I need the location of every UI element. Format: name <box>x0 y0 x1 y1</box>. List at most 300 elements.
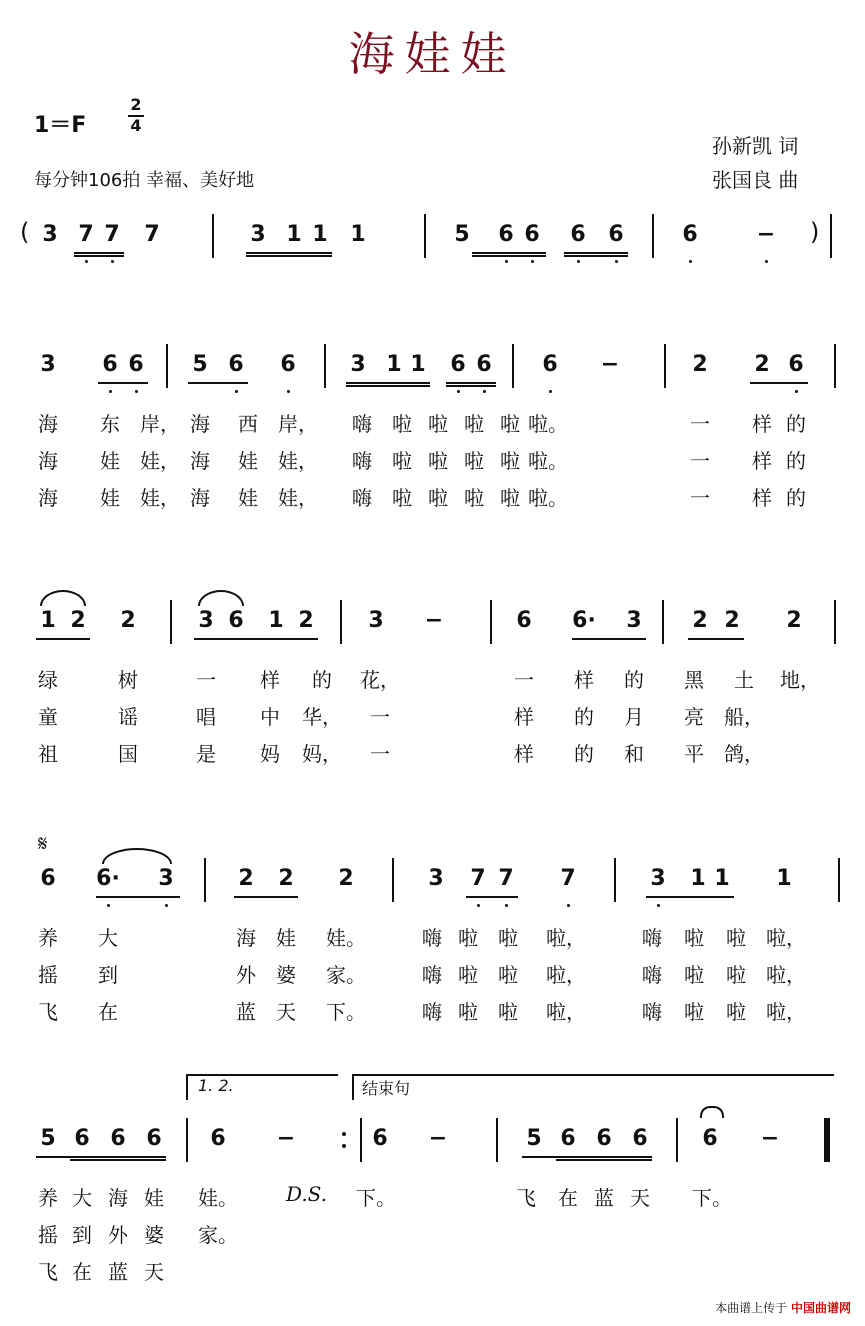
footer-credit <box>715 1299 851 1316</box>
low-octave-dot <box>577 260 580 263</box>
jianpu-note: 2 <box>724 608 740 633</box>
beam-line <box>36 638 90 640</box>
jianpu-note: 6 <box>524 222 540 247</box>
beam-line <box>472 255 546 257</box>
lyric-syllable: 啦， <box>766 926 806 950</box>
jianpu-note: 3 <box>428 866 444 891</box>
lyric-syllable: 嗨 <box>642 963 662 987</box>
footer-prefix: 本曲谱上传于 <box>715 1301 788 1315</box>
lyric-syllable: 娃。 <box>326 926 366 950</box>
lyric-syllable: 的 <box>786 486 806 510</box>
lyric-syllable: 啦， <box>546 1000 586 1024</box>
lyric-syllable: 娃。 <box>198 1186 238 1210</box>
lyric-syllable: 祖 <box>38 742 58 766</box>
lyric-syllable: 大 <box>72 1186 92 1210</box>
jianpu-note: 6 <box>476 352 492 377</box>
lyric-syllable: 的 <box>574 742 594 766</box>
beam-line <box>188 382 248 384</box>
beam-line <box>74 252 124 254</box>
jianpu-note: 7 <box>78 222 94 247</box>
jianpu-note: − <box>760 1126 780 1151</box>
lyric-syllable: 在 <box>98 1000 118 1024</box>
lyric-syllable: 娃， <box>278 486 318 510</box>
beam-line <box>98 382 148 384</box>
repeat-dot <box>342 1144 346 1148</box>
jianpu-note: − <box>424 608 444 633</box>
lyric-syllable: 嗨 <box>422 1000 442 1024</box>
tie-arc <box>40 590 86 606</box>
jianpu-note: 6 <box>280 352 296 377</box>
lyric-syllable: 海 <box>190 486 210 510</box>
jianpu-note: 2 <box>786 608 802 633</box>
barline <box>170 600 172 644</box>
lyric-syllable: 娃， <box>140 486 180 510</box>
lyric-syllable: 国 <box>118 742 138 766</box>
lyric-syllable: 的 <box>312 668 332 692</box>
jianpu-note: 2 <box>754 352 770 377</box>
low-octave-dot <box>135 390 138 393</box>
beam-line <box>750 382 808 384</box>
lyric-syllable: 大 <box>98 926 118 950</box>
jianpu-note: 6 <box>498 222 514 247</box>
jianpu-note: 6 <box>702 1126 718 1151</box>
jianpu-note: 6 <box>542 352 558 377</box>
jianpu-note: 6 <box>560 1126 576 1151</box>
time-signature <box>128 96 144 135</box>
lyric-syllable: 娃， <box>278 449 318 473</box>
lyric-syllable: 土 <box>734 668 754 692</box>
time-sig-bottom: 4 <box>128 115 144 135</box>
lyric-syllable: 亮 <box>684 705 704 729</box>
jianpu-note: 6 <box>788 352 804 377</box>
lyric-syllable: 样 <box>752 449 772 473</box>
lyric-syllable: 养 <box>38 926 58 950</box>
low-octave-dot <box>235 390 238 393</box>
low-octave-dot <box>111 260 114 263</box>
lyric-syllable: 海 <box>190 412 210 436</box>
lyric-syllable: 啦 <box>684 963 704 987</box>
tie-arc <box>102 848 172 864</box>
beam-line <box>466 896 518 898</box>
beam-line <box>446 382 496 384</box>
low-octave-dot <box>165 904 168 907</box>
barline <box>496 1118 498 1162</box>
barline <box>490 600 492 644</box>
lyric-syllable: 啦 <box>458 926 478 950</box>
lyric-syllable: 啦， <box>546 963 586 987</box>
jianpu-note: 6 <box>632 1126 648 1151</box>
beam-line <box>646 896 734 898</box>
jianpu-note: 2 <box>70 608 86 633</box>
lyric-syllable: 一 <box>370 742 390 766</box>
fermata <box>700 1106 724 1118</box>
beam-line <box>246 255 332 257</box>
lyric-syllable: 在 <box>558 1186 578 1210</box>
lyric-syllable: 样 <box>574 668 594 692</box>
beam-line <box>70 1159 166 1161</box>
ds-marking: D.S. <box>286 1182 328 1206</box>
jianpu-note: 1 <box>776 866 792 891</box>
jianpu-note: 5 <box>40 1126 56 1151</box>
beam-line <box>74 255 124 257</box>
lyric-syllable: 的 <box>786 412 806 436</box>
jianpu-note: 1 <box>410 352 426 377</box>
lyric-syllable: 一 <box>196 668 216 692</box>
jianpu-note: 6· <box>96 866 120 891</box>
lyric-syllable: 和 <box>624 742 644 766</box>
composer: 张国良 曲 <box>712 168 799 192</box>
beam-line <box>446 385 496 387</box>
lyric-syllable: 花， <box>360 668 400 692</box>
ending-label: 结束句 <box>362 1079 411 1098</box>
jianpu-note: 5 <box>454 222 470 247</box>
jianpu-note: 6 <box>450 352 466 377</box>
barline <box>204 858 206 902</box>
jianpu-note: 7 <box>560 866 576 891</box>
lyric-syllable: 一 <box>690 486 710 510</box>
jianpu-note: 6 <box>110 1126 126 1151</box>
lyric-syllable: 嗨 <box>422 963 442 987</box>
low-octave-dot <box>505 904 508 907</box>
lyric-syllable: 下。 <box>692 1186 732 1210</box>
jianpu-note: 1 <box>690 866 706 891</box>
lyric-syllable: 啦 <box>392 412 412 436</box>
low-octave-dot <box>615 260 618 263</box>
lyric-syllable: 树 <box>118 668 138 692</box>
lyric-syllable: 娃 <box>144 1186 164 1210</box>
lyric-syllable: 啦 <box>458 963 478 987</box>
lyric-syllable: 谣 <box>118 705 138 729</box>
lyric-syllable: 海 <box>38 486 58 510</box>
segno-sign: 𝄋 <box>38 832 48 857</box>
lyric-syllable: 外 <box>236 963 256 987</box>
jianpu-note: 6· <box>572 608 596 633</box>
lyric-syllable: 啦 <box>684 1000 704 1024</box>
jianpu-note: 1 <box>350 222 366 247</box>
barline <box>662 600 664 644</box>
jianpu-note: 3 <box>40 352 56 377</box>
lyric-syllable: 嗨 <box>642 1000 662 1024</box>
jianpu-note: 7 <box>470 866 486 891</box>
lyric-syllable: 样 <box>260 668 280 692</box>
beam-line <box>556 1159 652 1161</box>
jianpu-note: 6 <box>570 222 586 247</box>
lyric-syllable: 岸， <box>140 412 180 436</box>
lyric-syllable: 海 <box>236 926 256 950</box>
jianpu-note: 2 <box>278 866 294 891</box>
barline <box>424 214 426 258</box>
lyric-syllable: 嗨 <box>422 926 442 950</box>
lyric-syllable: 啦 <box>392 449 412 473</box>
lyric-syllable: 海 <box>38 449 58 473</box>
jianpu-note: 3 <box>368 608 384 633</box>
lyric-syllable: 婆 <box>144 1223 164 1247</box>
low-octave-dot <box>477 904 480 907</box>
lyric-syllable: 啦 <box>428 449 448 473</box>
lyric-syllable: 娃 <box>100 449 120 473</box>
jianpu-note: 3 <box>250 222 266 247</box>
ending-bracket <box>352 1074 834 1100</box>
low-octave-dot <box>567 904 570 907</box>
lyric-syllable: 嗨 <box>642 926 662 950</box>
lyric-syllable: 啦 <box>392 486 412 510</box>
lyricist: 孙新凯 词 <box>712 134 799 158</box>
lyric-syllable: 一 <box>690 449 710 473</box>
barline <box>166 344 168 388</box>
jianpu-note: 5 <box>526 1126 542 1151</box>
lyric-syllable: 啦 <box>726 1000 746 1024</box>
lyric-syllable: 样 <box>752 412 772 436</box>
low-octave-dot <box>657 904 660 907</box>
lyric-syllable: 一 <box>514 668 534 692</box>
jianpu-note: 6 <box>682 222 698 247</box>
beam-line <box>564 252 628 254</box>
lyric-syllable: 娃 <box>100 486 120 510</box>
lyric-syllable: 在 <box>72 1260 92 1284</box>
lyric-syllable: 啦 <box>500 486 520 510</box>
lyric-syllable: 飞 <box>38 1260 58 1284</box>
beam-line <box>522 1156 652 1158</box>
final-thick-bar <box>824 1118 829 1162</box>
lyric-syllable: 到 <box>98 963 118 987</box>
lyric-syllable: 船， <box>724 705 764 729</box>
jianpu-note: 1 <box>268 608 284 633</box>
low-octave-dot <box>531 260 534 263</box>
jianpu-note: 1 <box>286 222 302 247</box>
beam-line <box>564 255 628 257</box>
jianpu-note: − <box>756 222 776 247</box>
lyric-syllable: 娃 <box>238 486 258 510</box>
beam-line <box>234 896 298 898</box>
lyric-syllable: 飞 <box>516 1186 536 1210</box>
lyric-syllable: 娃 <box>238 449 258 473</box>
jianpu-note: 7 <box>104 222 120 247</box>
low-octave-dot <box>795 390 798 393</box>
jianpu-note: 5 <box>192 352 208 377</box>
barline <box>834 600 836 644</box>
jianpu-note: 6 <box>596 1126 612 1151</box>
jianpu-note: 6 <box>228 608 244 633</box>
lyric-syllable: 家。 <box>326 963 366 987</box>
low-octave-dot <box>765 260 768 263</box>
barline <box>834 344 836 388</box>
lyric-syllable: 啦。 <box>528 412 568 436</box>
lyric-syllable: 啦， <box>766 1000 806 1024</box>
beam-line <box>36 1156 166 1158</box>
lyric-syllable: 嗨 <box>352 449 372 473</box>
barline <box>664 344 666 388</box>
lyric-syllable: 啦 <box>428 412 448 436</box>
beam-line <box>688 638 744 640</box>
repeat-dot <box>342 1132 346 1136</box>
lyric-syllable: 飞 <box>38 1000 58 1024</box>
barline <box>614 858 616 902</box>
lyric-syllable: 样 <box>752 486 772 510</box>
low-octave-dot <box>457 390 460 393</box>
lyric-syllable: 嗨 <box>352 486 372 510</box>
lyric-syllable: 啦。 <box>528 449 568 473</box>
lyric-syllable: 平 <box>684 742 704 766</box>
lyric-syllable: 的 <box>574 705 594 729</box>
page-title: 海娃娃 <box>348 27 517 81</box>
time-sig-top: 2 <box>130 95 142 114</box>
jianpu-note: 2 <box>298 608 314 633</box>
lyric-syllable: 婆 <box>276 963 296 987</box>
beam-line <box>194 638 318 640</box>
lyric-syllable: 海 <box>38 412 58 436</box>
low-octave-dot <box>689 260 692 263</box>
lyric-syllable: 摇 <box>38 963 58 987</box>
lyric-syllable: 妈 <box>260 742 280 766</box>
lyric-syllable: 啦 <box>498 1000 518 1024</box>
lyric-syllable: 啦 <box>464 486 484 510</box>
lyric-syllable: 啦 <box>498 926 518 950</box>
lyric-syllable: 海 <box>190 449 210 473</box>
lyric-syllable: 唱 <box>196 705 216 729</box>
lyric-syllable: 下。 <box>326 1000 366 1024</box>
jianpu-note: 3 <box>626 608 642 633</box>
jianpu-note: 6 <box>210 1126 226 1151</box>
lyric-syllable: 一 <box>690 412 710 436</box>
barline <box>324 344 326 388</box>
lyric-syllable: 啦 <box>458 1000 478 1024</box>
lyric-syllable: 月 <box>624 705 644 729</box>
lyric-syllable: 一 <box>370 705 390 729</box>
lyric-syllable: 娃 <box>276 926 296 950</box>
volta-label: 1. 2. <box>198 1076 234 1095</box>
low-octave-dot <box>85 260 88 263</box>
lyric-syllable: 啦， <box>766 963 806 987</box>
jianpu-note: 2 <box>338 866 354 891</box>
low-octave-dot <box>505 260 508 263</box>
lyric-syllable: 鸽， <box>724 742 764 766</box>
beam-line <box>472 252 546 254</box>
lyric-syllable: 啦 <box>464 449 484 473</box>
barline <box>676 1118 678 1162</box>
lyric-syllable: 天 <box>144 1260 164 1284</box>
site-logo-text: 中国曲谱网 <box>790 1301 851 1315</box>
jianpu-note: 6 <box>102 352 118 377</box>
jianpu-note: 6 <box>608 222 624 247</box>
lyric-syllable: 啦 <box>428 486 448 510</box>
lyric-syllable: 是 <box>196 742 216 766</box>
lyric-syllable: 样 <box>514 742 534 766</box>
barline <box>186 1118 188 1162</box>
jianpu-note: 1 <box>386 352 402 377</box>
jianpu-note: 7 <box>498 866 514 891</box>
lyric-syllable: 天 <box>276 1000 296 1024</box>
lyric-syllable: 到 <box>72 1223 92 1247</box>
lyric-syllable: 地， <box>780 668 820 692</box>
lyric-syllable: 啦 <box>498 963 518 987</box>
tie-arc <box>198 590 244 606</box>
barline <box>340 600 342 644</box>
lyric-syllable: 岸， <box>278 412 318 436</box>
jianpu-note: 2 <box>692 608 708 633</box>
lyric-syllable: 家。 <box>198 1223 238 1247</box>
low-octave-dot <box>549 390 552 393</box>
lyric-syllable: 中 <box>260 705 280 729</box>
beam-line <box>96 896 180 898</box>
lyric-syllable: 妈， <box>302 742 342 766</box>
low-octave-dot <box>109 390 112 393</box>
lyric-syllable: 啦 <box>684 926 704 950</box>
jianpu-note: 3 <box>198 608 214 633</box>
lyric-syllable: 养 <box>38 1186 58 1210</box>
lyric-syllable: 海 <box>108 1186 128 1210</box>
jianpu-note: 6 <box>228 352 244 377</box>
jianpu-note: − <box>428 1126 448 1151</box>
lyric-syllable: 华， <box>302 705 342 729</box>
low-octave-dot <box>483 390 486 393</box>
lyric-syllable: 黑 <box>684 668 704 692</box>
low-octave-dot <box>107 904 110 907</box>
jianpu-note: 6 <box>40 866 56 891</box>
lyric-syllable: 啦 <box>726 926 746 950</box>
jianpu-note: 1 <box>714 866 730 891</box>
jianpu-note: − <box>276 1126 296 1151</box>
tempo-marking: 每分钟106拍 幸福、美好地 <box>34 170 255 191</box>
barline <box>360 1118 362 1162</box>
lyric-syllable: 啦 <box>464 412 484 436</box>
jianpu-note: 2 <box>120 608 136 633</box>
lyric-syllable: 啦 <box>726 963 746 987</box>
beam-line <box>346 385 430 387</box>
beam-line <box>346 382 430 384</box>
lyric-syllable: 东 <box>100 412 120 436</box>
barline <box>830 214 832 258</box>
jianpu-note: 6 <box>372 1126 388 1151</box>
jianpu-note: 6 <box>146 1126 162 1151</box>
lyric-syllable: 摇 <box>38 1223 58 1247</box>
lyric-syllable: 嗨 <box>352 412 372 436</box>
lyric-syllable: 蓝 <box>108 1260 128 1284</box>
beam-line <box>572 638 646 640</box>
intro-close-paren: ) <box>810 218 820 246</box>
lyric-syllable: 蓝 <box>236 1000 256 1024</box>
beam-line <box>246 252 332 254</box>
jianpu-note: 7 <box>144 222 160 247</box>
barline <box>512 344 514 388</box>
jianpu-note: 3 <box>158 866 174 891</box>
jianpu-note: 2 <box>692 352 708 377</box>
jianpu-note: 3 <box>650 866 666 891</box>
lyric-syllable: 啦 <box>500 449 520 473</box>
lyric-syllable: 天 <box>630 1186 650 1210</box>
lyric-syllable: 样 <box>514 705 534 729</box>
barline <box>652 214 654 258</box>
key-signature: 1＝F <box>34 113 87 138</box>
lyric-syllable: 下。 <box>356 1186 396 1210</box>
jianpu-note: 1 <box>312 222 328 247</box>
jianpu-note: 3 <box>42 222 58 247</box>
barline <box>838 858 840 902</box>
low-octave-dot <box>287 390 290 393</box>
intro-open-paren: ( <box>20 218 30 246</box>
barline <box>212 214 214 258</box>
jianpu-note: 3 <box>350 352 366 377</box>
lyric-syllable: 童 <box>38 705 58 729</box>
lyric-syllable: 外 <box>108 1223 128 1247</box>
jianpu-note: 6 <box>128 352 144 377</box>
lyric-syllable: 的 <box>624 668 644 692</box>
lyric-syllable: 西 <box>238 412 258 436</box>
jianpu-note: 6 <box>74 1126 90 1151</box>
lyric-syllable: 绿 <box>38 668 58 692</box>
lyric-syllable: 蓝 <box>594 1186 614 1210</box>
barline <box>392 858 394 902</box>
jianpu-note: 2 <box>238 866 254 891</box>
